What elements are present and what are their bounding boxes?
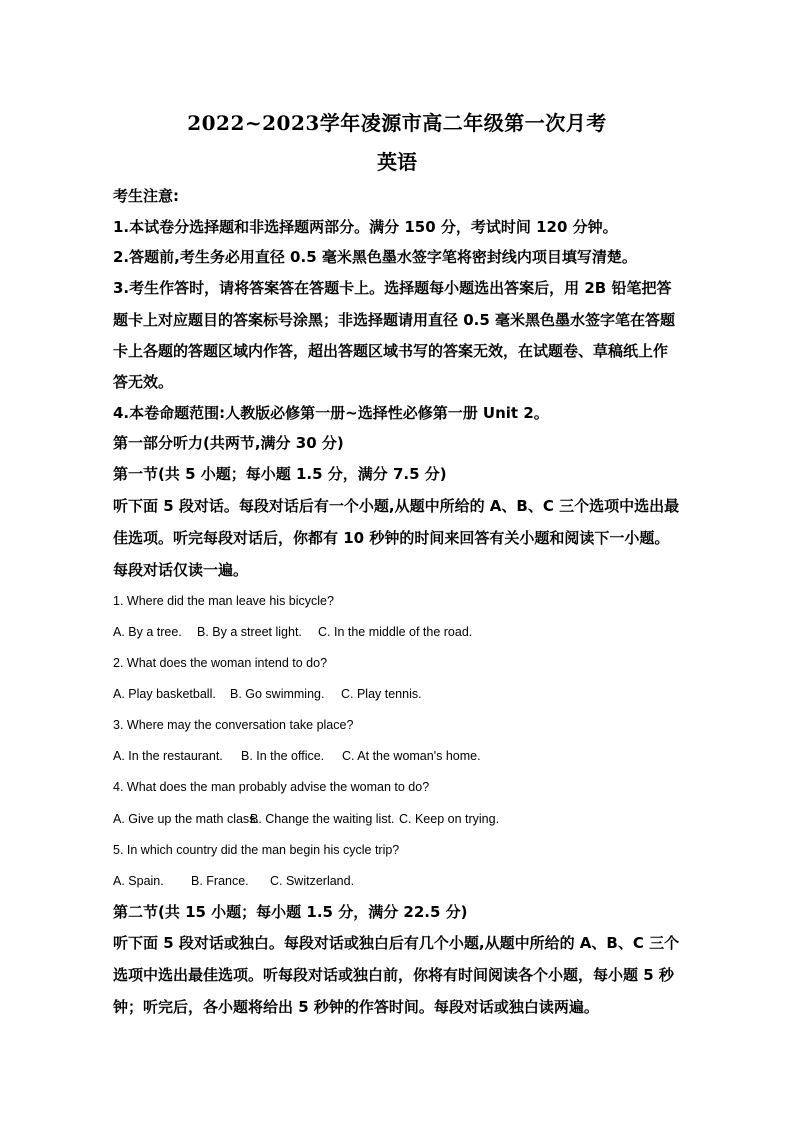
option-c: C. Switzerland. [270, 874, 355, 888]
question-5-options [113, 873, 354, 889]
option-c: C. Play tennis. [341, 687, 422, 701]
notice-item-3-line-1: 3.考生作答时，请将答案答在答题卡上。选择题每小题选出答案后，用 2B 铅笔把答 [113, 279, 672, 297]
question-1: 1. Where did the man leave his bicycle? [113, 594, 334, 608]
section1-instructions-line-3: 每段对话仅读一遍。 [113, 561, 249, 579]
question-5: 5. In which country did the man begin his cycle trip? [113, 843, 400, 857]
option-b: B. By a street light. [197, 625, 302, 639]
section2-instructions-line-2: 选项中选出最佳选项。听每段对话或独白前，你将有时间阅读各个小题，每小题 5 秒 [113, 966, 674, 984]
option-b: B. France. [191, 874, 249, 888]
exam-title: 2022~2023学年凌源市高二年级第一次月考 [187, 111, 607, 135]
notice-item-4: 4.本卷命题范围:人教版必修第一册~选择性必修第一册 Unit 2。 [113, 404, 549, 422]
section1-title: 第一节(共 5 小题；每小题 1.5 分，满分 7.5 分) [113, 465, 447, 483]
option-a: A. Give up the math class. [113, 812, 259, 826]
notice-item-1: 1.本试卷分选择题和非选择题两部分。满分 150 分，考试时间 120 分钟。 [113, 218, 618, 236]
notice-item-3-line-2: 题卡上对应题目的答案标号涂黑；非选择题请用直径 0.5 毫米黑色墨水签字笔在答题 [113, 311, 676, 329]
option-b: B. In the office. [241, 749, 325, 763]
option-a: A. Play basketball. [113, 687, 216, 701]
section1-instructions-line-2: 佳选项。听完每段对话后，你都有 10 秒钟的时间来回答有关小题和阅读下一小题。 [113, 529, 670, 547]
option-c: C. Keep on trying. [399, 812, 500, 826]
option-b: B. Go swimming. [230, 687, 325, 701]
notice-item-3-line-4: 答无效。 [113, 373, 174, 391]
section2-instructions-line-3: 钟；听完后，各小题将给出 5 秒钟的作答时间。每段对话或独白读两遍。 [113, 998, 599, 1016]
option-b: B. Change the waiting list. [250, 812, 395, 826]
notice-heading: 考生注意: [113, 187, 179, 205]
part1-title: 第一部分听力(共两节,满分 30 分) [113, 434, 344, 452]
question-4-options [113, 811, 499, 827]
section2-title: 第二节(共 15 小题；每小题 1.5 分，满分 22.5 分) [113, 903, 468, 921]
question-2: 2. What does the woman intend to do? [113, 656, 328, 670]
option-a: A. Spain. [113, 874, 164, 888]
option-c: C. In the middle of the road. [318, 625, 473, 639]
option-a: A. In the restaurant. [113, 749, 223, 763]
question-2-options [113, 686, 422, 702]
option-c: C. At the woman's home. [342, 749, 481, 763]
option-a: A. By a tree. [113, 625, 182, 639]
question-3-options [113, 748, 481, 764]
notice-item-2: 2.答题前,考生务必用直径 0.5 毫米黑色墨水签字笔将密封线内项目填写清楚。 [113, 248, 637, 266]
question-4: 4. What does the man probably advise the woman to do? [113, 780, 430, 794]
section2-instructions-line-1: 听下面 5 段对话或独白。每段对话或独白后有几个小题,从题中所给的 A、B、C 三个 [113, 934, 680, 952]
question-1-options [113, 624, 472, 640]
section1-instructions-line-1: 听下面 5 段对话。每段对话后有一个小题,从题中所给的 A、B、C 三个选项中选出最 [113, 497, 680, 515]
notice-item-3-line-3: 卡上各题的答题区域内作答，超出答题区域书写的答案无效，在试题卷、草稿纸上作 [113, 342, 669, 360]
question-3: 3. Where may the conversation take place? [113, 718, 354, 732]
exam-subject: 英语 [377, 150, 417, 174]
